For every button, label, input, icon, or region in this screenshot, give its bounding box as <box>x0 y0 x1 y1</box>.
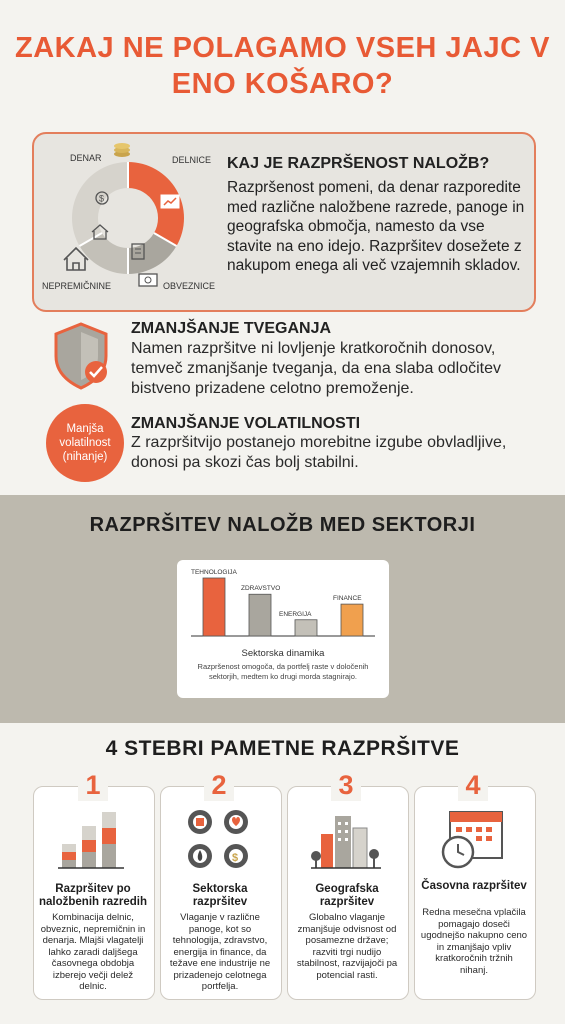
stacked-bars-icon <box>58 808 128 870</box>
bar-label-energija: ENERGIJA <box>279 610 312 618</box>
risk-text: Namen razpršitve ni lovljenje kratkoročnih donosov, temveč zmanjšanje tveganja, da ena slaba odločitev bistveno prizadene celotno premoženje. <box>131 340 501 397</box>
volatility-heading: ZMANJŠANJE VOLATILNOSTI <box>131 415 361 432</box>
donut-label-obveznice: OBVEZNICE <box>163 281 216 291</box>
pillar-title-4: Časovna razpršitev <box>421 880 527 892</box>
page-title-line2: ENO KOŠARO? <box>171 68 394 100</box>
pillar-text-1: Kombinacija delnic, obveznic, nepremičnin in denarja. Mlajši vlagatelji lahko zaradi daljšega časovnega obdobja izberejo večji delež delnic. <box>40 912 146 992</box>
shield-check-icon <box>48 320 114 392</box>
certificate-icon <box>139 274 157 286</box>
badge-line2: volatilnost <box>59 437 111 449</box>
volatility-text: Z razpršitvijo postanejo morebitne izgube obvladljive, donosi pa skozi čas bolj stabilni. <box>131 434 507 471</box>
donut-label-delnice: DELNICE <box>172 155 212 165</box>
pillar-number-1: 1 <box>78 770 108 801</box>
coins-stack-icon <box>114 143 130 157</box>
bar-energija <box>295 620 317 636</box>
bar-tehnologija <box>203 578 225 636</box>
donut-label-nepremicnine: NEPREMIČNINE <box>42 281 112 291</box>
pillar-title-2: Sektorska razpršitev <box>192 883 248 908</box>
chart-caption: Sektorska dinamika <box>241 648 325 659</box>
pillar-title-3: Geografska razpršitev <box>315 883 379 908</box>
pillar-number-3: 3 <box>331 770 361 801</box>
sector-chart-card <box>177 560 389 698</box>
chart-board-icon <box>161 195 179 208</box>
svg-text:$: $ <box>99 193 105 204</box>
pillar-text-3: Globalno vlaganje zmanjšuje odvisnost od posamezne države; razviti trgi nudijo stabilnost, razvijajoči pa potencial rasti. <box>296 912 398 981</box>
volatility-badge <box>46 404 124 482</box>
page-title <box>0 30 565 102</box>
badge-line3: (nihanje) <box>62 451 108 463</box>
pillar-text-2: Vlaganje v različne panoge, kot so tehnologija, zdravstvo, energija in finance, da težave ene industrije ne prizadenejo celotnega portfelja. <box>169 912 271 992</box>
sector-bar-chart <box>177 560 389 652</box>
bar-label-tehnologija: TEHNOLOGIJA <box>191 569 237 576</box>
pillars-heading: 4 STEBRI PAMETNE RAZPRŠITVE <box>105 737 460 760</box>
card-text: Razpršenost pomeni, da denar razporedite med različne naložbene razrede, panoge in geografska območja, namesto da vse stavite na eno idejo. Razpršitev dosežete z nakupom enega ali več vzajemnih skladov. <box>227 179 525 274</box>
card-heading: KAJ JE RAZPRŠENOST NALOŽB? <box>227 155 490 172</box>
chart-note: Razpršenost omogoča, da portfelj raste v določenih sektorjih, medtem ko drugi morda stagnirajo. <box>197 662 369 681</box>
bar-label-zdravstvo: ZDRAVSTVO <box>241 585 281 593</box>
calendar-clock-icon <box>440 806 512 872</box>
bar-label-finance: FINANCE <box>333 595 362 603</box>
donut-label-denar: DENAR <box>70 153 102 163</box>
pillar-number-2: 2 <box>204 770 234 801</box>
page-title-line1: ZAKAJ NE POLAGAMO VSEH JAJC V <box>15 32 550 64</box>
sectors-heading: RAZPRŠITEV NALOŽB MED SEKTORJI <box>89 514 476 536</box>
svg-text:$: $ <box>232 852 239 864</box>
sector-gears-icon <box>184 806 256 872</box>
pillar-number-4: 4 <box>458 770 488 801</box>
pillar-text-4: Redna mesečna vplačila pomagajo doseči ugodnejšo nakupno ceno in zmanjšajo vpliv kratkoročnih tržnih nihanj. <box>420 907 528 976</box>
risk-heading: ZMANJŠANJE TVEGANJA <box>131 320 332 337</box>
city-skyline-icon <box>311 806 383 872</box>
bar-zdravstvo <box>249 594 271 636</box>
pillar-title-1: Razpršitev po naložbenih razredih <box>39 883 147 908</box>
bar-finance <box>341 604 363 636</box>
badge-line1: Manjša <box>66 423 104 435</box>
